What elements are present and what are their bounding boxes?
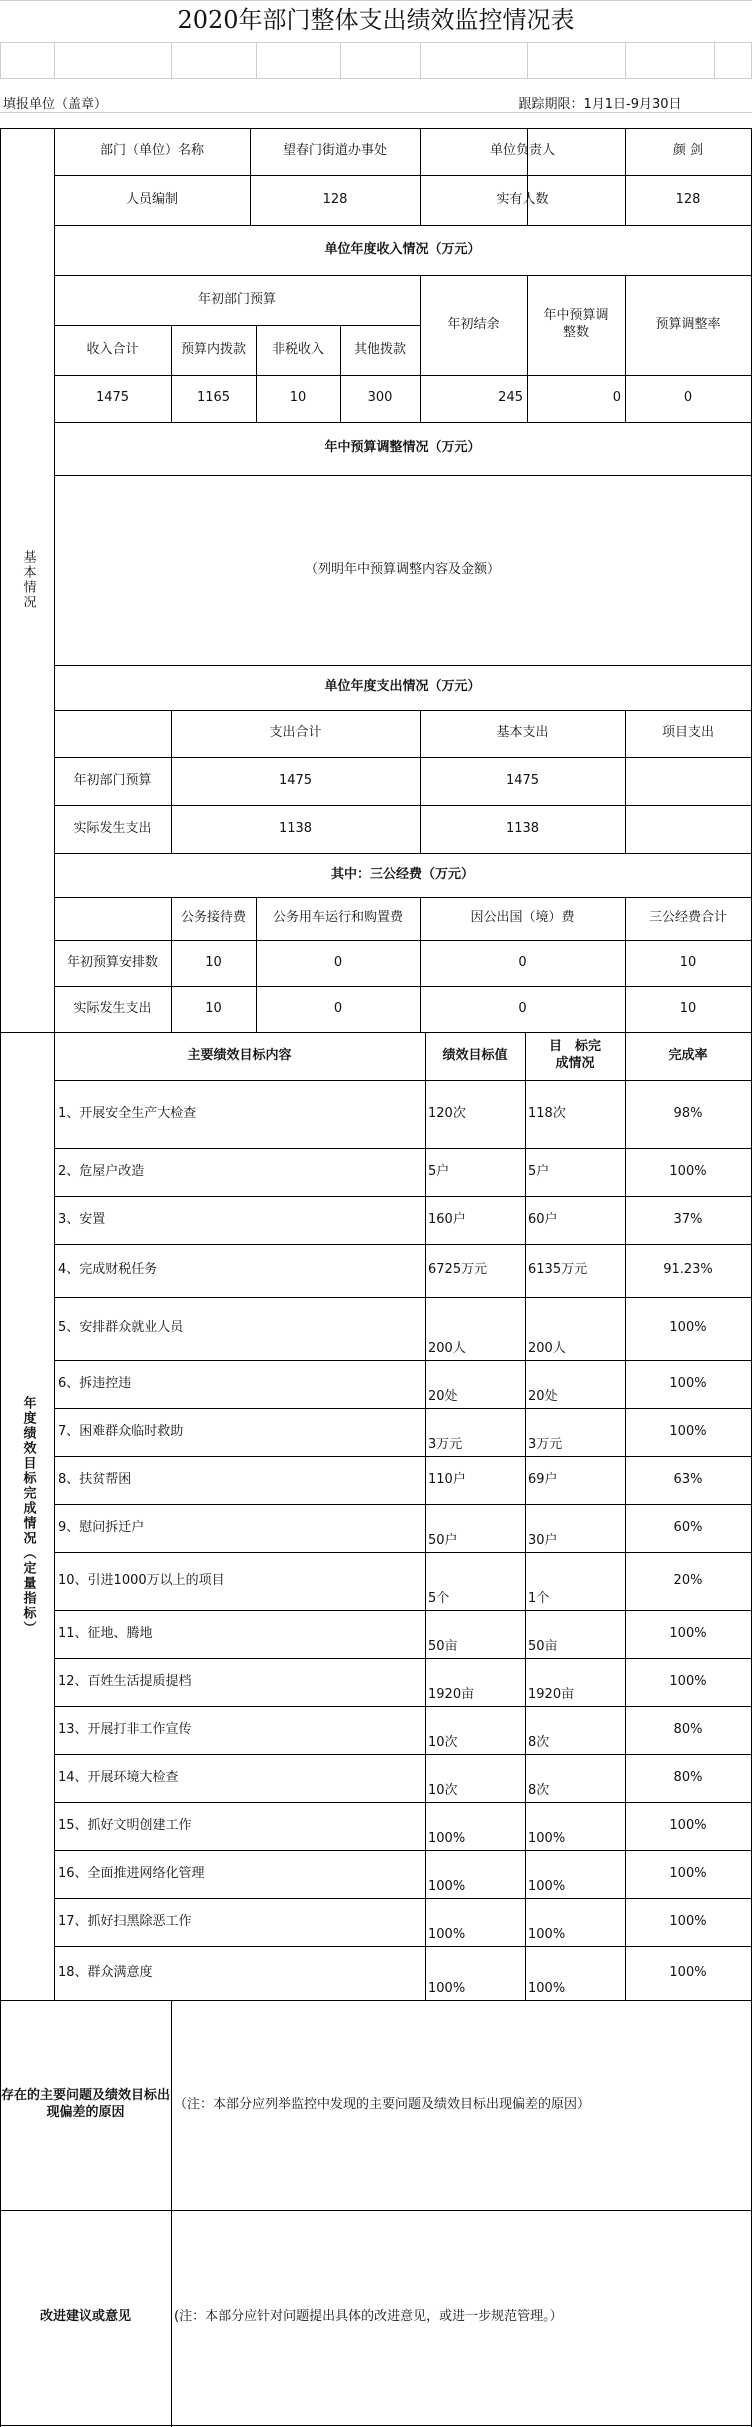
advice-label: 改进建议或意见: [39, 2309, 131, 2325]
perf-row-done: 8次: [528, 1783, 550, 1799]
faint-grid-line: [527, 42, 528, 79]
perf-row-done: 8次: [528, 1735, 550, 1751]
perf-row-content: 3、安置: [58, 1211, 106, 1227]
faint-grid-line: [714, 42, 715, 79]
leader-value: 颜 剑: [672, 143, 704, 159]
perf-row-rate: 100%: [669, 1320, 707, 1336]
perf-row-rate: 37%: [673, 1211, 703, 1227]
perf-row-target: 5个: [428, 1591, 450, 1607]
perf-row-rate: 20%: [673, 1572, 703, 1588]
section-label-performance: [0, 1032, 54, 2000]
adjust-rate-label: 预算调整率: [655, 316, 721, 332]
perf-row-target: 110户: [428, 1471, 466, 1487]
perf-row-done: 3万元: [528, 1437, 563, 1453]
expense-total-value: 1138: [278, 820, 313, 836]
perf-row-target: 5户: [428, 1163, 450, 1179]
perf-row-done: 100%: [528, 1831, 566, 1847]
expense-total-header: 支出合计: [269, 725, 322, 741]
perf-row-target: 50户: [428, 1533, 458, 1549]
adjust-title: 年中预算调整情况（万元）: [324, 440, 481, 456]
perf-row-done: 30户: [528, 1533, 558, 1549]
perf-row-rate: 98%: [673, 1105, 703, 1121]
perf-rate-header: 完成率: [668, 1047, 708, 1063]
perf-row-target: 50亩: [428, 1639, 458, 1655]
faint-grid-line: [256, 42, 257, 79]
perf-row-target: 100%: [428, 1927, 466, 1943]
perf-row-content: 8、扶贫帮困: [58, 1471, 132, 1487]
page-title: 2020年部门整体支出绩效监控情况表: [177, 6, 575, 35]
vehicle-fee-value: 0: [333, 1000, 343, 1016]
overseas-fee-value: 0: [518, 1000, 527, 1016]
perf-row-rate: 63%: [673, 1471, 703, 1487]
perf-row-target: 3万元: [428, 1437, 463, 1453]
perf-row-target: 100%: [428, 1831, 466, 1847]
perf-row-done: 100%: [528, 1879, 566, 1895]
perf-row-target: 120次: [428, 1105, 466, 1121]
perf-row-content: 12、百姓生活提质提档: [58, 1673, 192, 1689]
dept-name-value: 望春门街道办事处: [282, 143, 387, 159]
faint-grid-line: [0, 42, 752, 43]
three-public-total-value: 10: [679, 1000, 697, 1016]
perf-row-content: 14、开展环境大检查: [58, 1769, 179, 1785]
reporting-unit-label: 填报单位（盖章）: [3, 96, 108, 112]
project-expense-value: [625, 757, 751, 805]
basic-expense-value: 1138: [505, 820, 540, 836]
perf-row-rate: 100%: [669, 1423, 707, 1439]
reception-fee-header: 公务接待费: [180, 910, 246, 926]
perf-row-rate: 100%: [669, 1673, 707, 1689]
perf-row-rate: 100%: [669, 1375, 707, 1391]
income-total-value: 1475: [95, 390, 130, 406]
expense-total-value: 1475: [278, 772, 313, 788]
staff-label: 人员编制: [125, 191, 178, 207]
actual-value: 128: [675, 191, 701, 207]
perf-row-rate: 100%: [669, 1913, 707, 1929]
perf-row-content: 1、开展安全生产大检查: [58, 1105, 197, 1121]
perf-row-done: 20处: [528, 1389, 558, 1405]
adjust-note: （列明年中预算调整内容及金额）: [304, 561, 500, 577]
expense-row-label: 实际发生支出: [73, 820, 152, 836]
perf-row-done: 60户: [528, 1211, 558, 1227]
perf-row-content: 18、群众满意度: [58, 1964, 153, 1980]
dept-name-label: 部门（单位）名称: [99, 143, 204, 159]
perf-row-rate: 80%: [673, 1769, 703, 1785]
perf-row-rate: 80%: [673, 1721, 703, 1737]
perf-row-target: 160户: [428, 1211, 466, 1227]
perf-row-target: 200人: [428, 1341, 466, 1357]
faint-grid-line: [171, 42, 172, 79]
expense-row-label: 年初部门预算: [73, 772, 152, 788]
initial-balance-value: 245: [498, 390, 523, 406]
perf-content-header: 主要绩效目标内容: [187, 1047, 292, 1063]
mid-year-adjust-label: 年中预算调整数: [543, 308, 609, 340]
perf-row-content: 15、抓好文明创建工作: [58, 1817, 192, 1833]
tracking-period: 跟踪期限：1月1日-9月30日: [518, 96, 682, 112]
overseas-fee-value: 0: [518, 954, 527, 970]
problems-label: 存在的主要问题及绩效目标出现偏差的原因: [0, 2088, 170, 2120]
perf-row-content: 16、全面推进网络化管理: [58, 1865, 205, 1881]
vehicle-fee-header: 公务用车运行和购置费: [272, 910, 403, 926]
perf-row-done: 5户: [528, 1163, 550, 1179]
three-row-label: 年初预算安排数: [66, 954, 158, 970]
three-row-label: 实际发生支出: [73, 1000, 152, 1016]
perf-row-target: 10次: [428, 1735, 458, 1751]
perf-row-content: 7、困难群众临时救助: [58, 1423, 184, 1439]
faint-grid-line: [0, 42, 1, 79]
three-public-title: 其中：三公经费（万元）: [330, 866, 474, 882]
perf-row-rate: 91.23%: [663, 1262, 713, 1278]
perf-row-target: 20处: [428, 1389, 458, 1405]
perf-row-target: 1920亩: [428, 1687, 475, 1703]
perf-row-done: 6135万元: [528, 1262, 588, 1278]
perf-row-rate: 100%: [669, 1163, 707, 1179]
perf-row-done: 1个: [528, 1591, 550, 1607]
perf-target-header: 绩效目标值: [442, 1047, 508, 1063]
initial-balance-label: 年初结余: [447, 316, 500, 332]
three-public-total-value: 10: [679, 954, 697, 970]
budget-allocation-label: 预算内拨款: [180, 341, 246, 357]
performance-label-paren: （定量指标）: [20, 1546, 36, 1636]
perf-row-rate: 100%: [669, 1865, 707, 1881]
perf-row-target: 100%: [428, 1879, 466, 1895]
non-tax-income-label: 非税收入: [271, 341, 324, 357]
faint-grid-line: [0, 78, 752, 79]
advice-note: (注：本部分应针对问题提出具体的改进意见，或进一步规范管理。）: [174, 2309, 563, 2325]
perf-row-content: 10、引进1000万以上的项目: [58, 1572, 225, 1588]
three-public-total-header: 三公经费合计: [648, 910, 727, 926]
perf-row-content: 11、征地、腾地: [58, 1625, 153, 1641]
perf-row-done: 118次: [528, 1105, 566, 1121]
reception-fee-value: 10: [205, 1000, 222, 1016]
income-total-label: 收入合计: [86, 341, 139, 357]
perf-row-rate: 100%: [669, 1625, 707, 1641]
adjust-rate-value: 0: [683, 390, 693, 406]
expense-title: 单位年度支出情况（万元）: [324, 679, 481, 695]
perf-row-done: 200人: [528, 1341, 566, 1357]
perf-row-done: 1920亩: [528, 1687, 575, 1703]
perf-done-header: 目 标完成情况: [548, 1039, 601, 1071]
project-expense-header: 项目支出: [661, 725, 714, 741]
perf-row-target: 100%: [428, 1981, 466, 1997]
staff-value: 128: [322, 191, 348, 207]
other-allocation-value: 300: [367, 390, 393, 406]
perf-row-content: 4、完成财税任务: [58, 1262, 158, 1278]
faint-grid-line: [54, 42, 55, 79]
other-allocation-label: 其他拨款: [353, 341, 406, 357]
faint-grid-line: [340, 42, 341, 79]
perf-row-rate: 100%: [669, 1964, 707, 1980]
leader-label: 单位负责人: [489, 143, 555, 159]
performance-label-main: 年度绩效目标完成情况: [20, 1396, 36, 1546]
overseas-fee-header: 因公出国（境）费: [470, 910, 575, 926]
perf-row-content: 9、慰问拆迁户: [58, 1519, 145, 1535]
income-title: 单位年度收入情况（万元）: [324, 241, 481, 257]
mid-year-adjust-value: 0: [612, 390, 621, 406]
perf-row-target: 6725万元: [428, 1262, 488, 1278]
basic-expense-header: 基本支出: [496, 725, 549, 741]
basic-expense-value: 1475: [505, 772, 540, 788]
perf-row-done: 69户: [528, 1471, 558, 1487]
perf-row-content: 6、拆违控违: [58, 1375, 132, 1391]
project-expense-value: [625, 805, 751, 853]
reception-fee-value: 10: [205, 954, 222, 970]
initial-budget-label: 年初部门预算: [197, 291, 276, 307]
perf-row-content: 17、抓好扫黑除恶工作: [58, 1913, 192, 1929]
faint-grid-line: [0, 0, 752, 1]
actual-label: 实有人数: [496, 191, 549, 207]
perf-row-target: 10次: [428, 1783, 458, 1799]
vehicle-fee-value: 0: [333, 954, 343, 970]
faint-grid-line: [420, 42, 421, 79]
perf-row-content: 2、危屋户改造: [58, 1163, 145, 1179]
perf-row-rate: 100%: [669, 1817, 707, 1833]
perf-row-done: 100%: [528, 1927, 566, 1943]
section-label-basic: 基本情况: [20, 550, 36, 610]
perf-row-content: 5、安排群众就业人员: [58, 1320, 184, 1336]
budget-allocation-value: 1165: [196, 390, 231, 406]
faint-grid-line: [625, 42, 626, 79]
non-tax-income-value: 10: [289, 390, 307, 406]
perf-row-content: 13、开展打非工作宣传: [58, 1721, 192, 1737]
perf-row-done: 100%: [528, 1981, 566, 1997]
perf-row-done: 50亩: [528, 1639, 558, 1655]
problems-note: （注：本部分应列举监控中发现的主要问题及绩效目标出现偏差的原因）: [174, 2096, 591, 2112]
perf-row-rate: 60%: [673, 1519, 703, 1535]
